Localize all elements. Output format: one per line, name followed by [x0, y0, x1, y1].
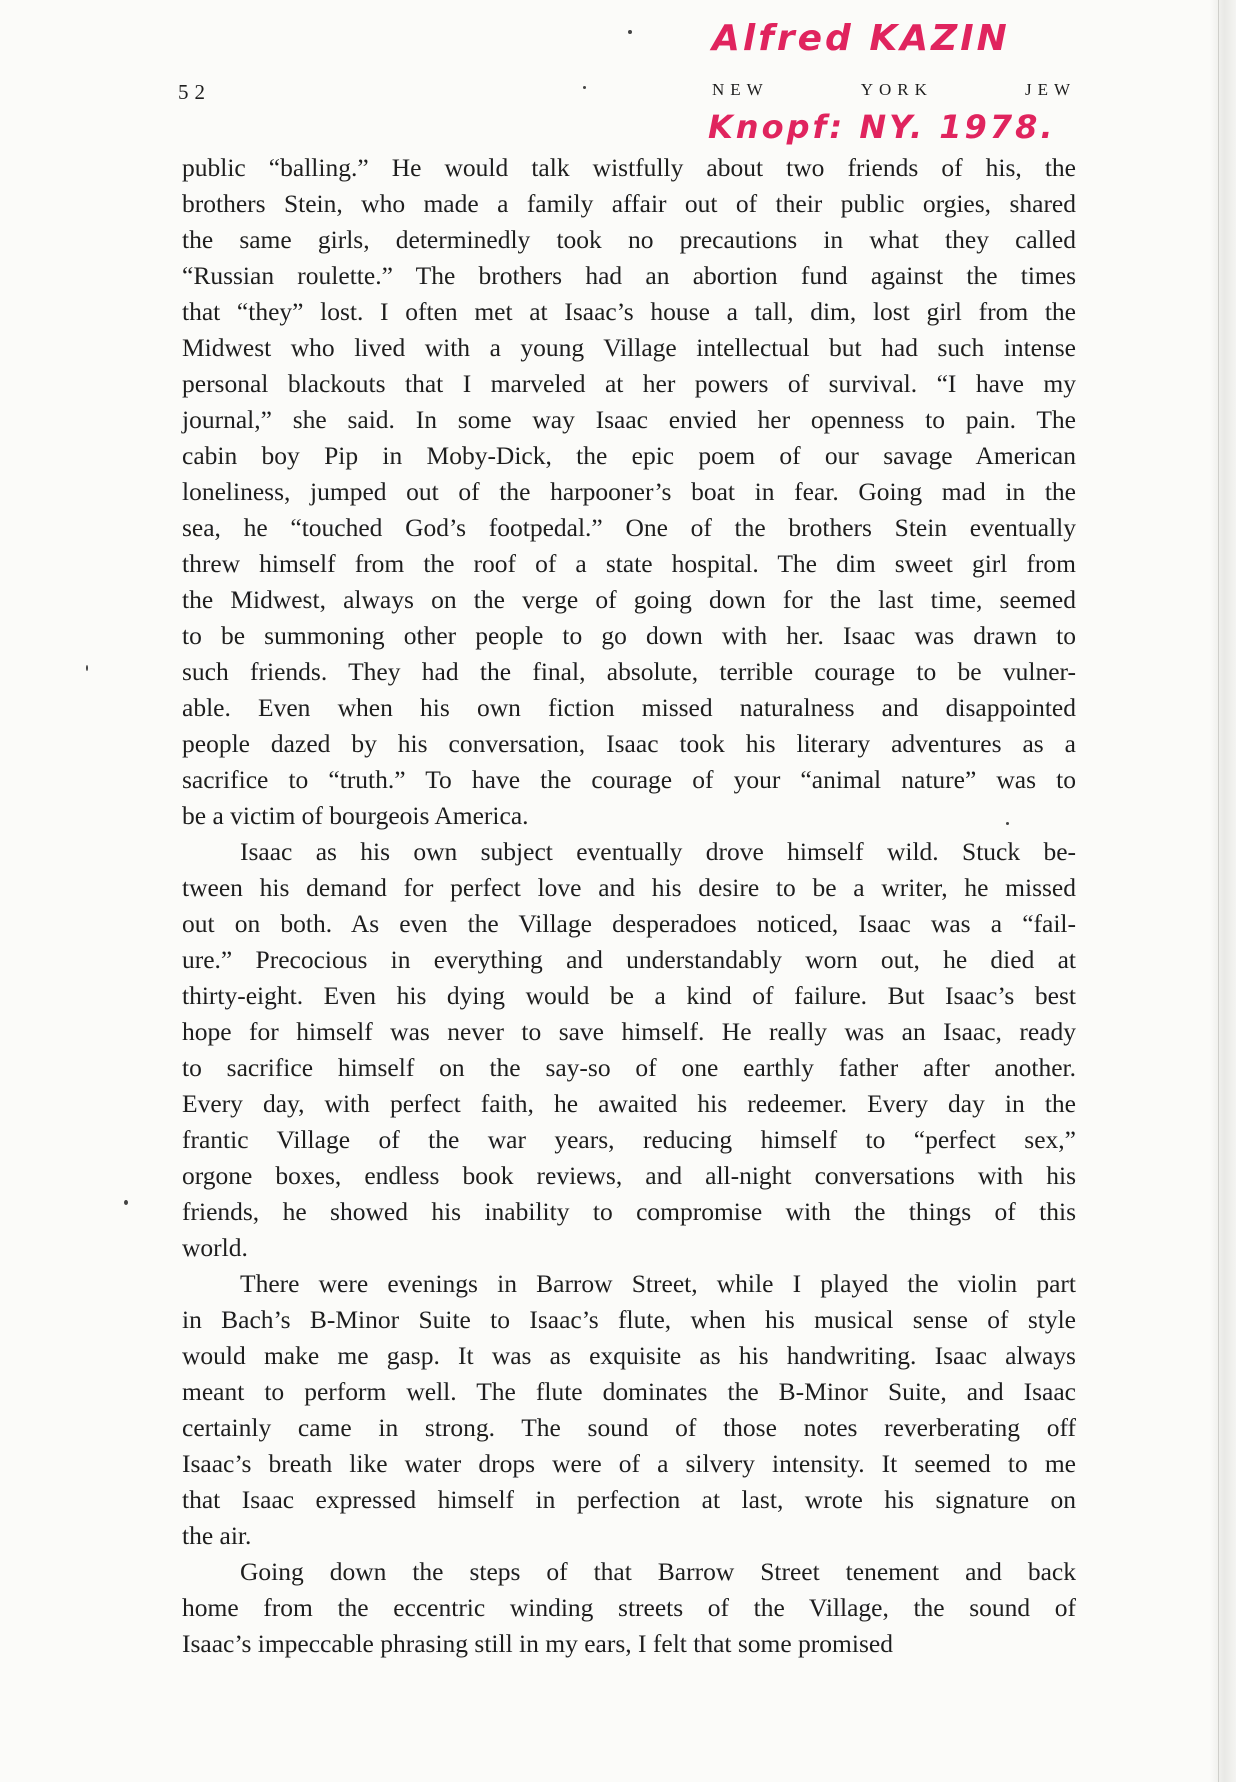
text-line: There were evenings in Barrow Street, while I played the violin part: [240, 1269, 1076, 1298]
text-line: “Russian roulette.” The brothers had an abortion fund against the times: [182, 261, 1076, 290]
text-line: the Midwest, always on the verge of going down for the last time, seemed: [182, 585, 1076, 614]
scan-speck: [583, 86, 586, 89]
text-line: in Bach’s B-Minor Suite to Isaac’s flute, when his musical sense of style: [182, 1305, 1076, 1334]
paragraph: [182, 834, 1076, 1266]
text-line: Isaac’s breath like water drops were of a silvery intensity. It seemed to me: [182, 1449, 1076, 1478]
text-line: meant to perform well. The flute dominates the B-Minor Suite, and Isaac: [182, 1377, 1076, 1406]
handwritten-publisher-note: Knopf: NY. 1978.: [708, 108, 1056, 146]
text-line: Isaac as his own subject eventually drove himself wild. Stuck be-: [240, 837, 1076, 866]
text-line: personal blackouts that I marveled at her powers of survival. “I have my: [182, 369, 1076, 398]
handwritten-author-note: Alfred KAZIN: [712, 18, 1010, 59]
text-line: Midwest who lived with a young Village intellectual but had such intense: [182, 333, 1076, 362]
page-number: 52: [178, 80, 211, 104]
scan-edge: [1210, 0, 1236, 1782]
scan-speck: [124, 1200, 128, 1205]
text-line: to sacrifice himself on the say-so of one earthly father after another.: [182, 1053, 1076, 1082]
scan-speck: [86, 665, 88, 671]
running-head-word: YORK: [860, 80, 933, 99]
text-line: would make me gasp. It was as exquisite as his handwriting. Isaac always: [182, 1341, 1076, 1370]
text-line: that “they” lost. I often met at Isaac’s house a tall, dim, lost girl from the: [182, 297, 1076, 326]
text-line: frantic Village of the war years, reducing himself to “perfect sex,”: [182, 1125, 1076, 1154]
body-text: [182, 150, 1076, 1662]
text-line: certainly came in strong. The sound of those notes reverberating off: [182, 1413, 1076, 1442]
running-head-word: JEW: [1024, 80, 1076, 99]
text-line: friends, he showed his inability to compromise with the things of this: [182, 1197, 1076, 1226]
paragraph: [182, 1554, 1076, 1662]
scan-speck: [628, 30, 632, 34]
text-line: people dazed by his conversation, Isaac took his literary adventures as a: [182, 729, 1076, 758]
text-line: be a victim of bourgeois America.: [182, 801, 529, 830]
text-line: such friends. They had the final, absolute, terrible courage to be vulner-: [182, 657, 1076, 686]
text-line: home from the eccentric winding streets of the Village, the sound of: [182, 1593, 1076, 1622]
text-line: world.: [182, 1233, 248, 1262]
text-line: public “balling.” He would talk wistfully about two friends of his, the: [182, 153, 1076, 182]
running-head: [712, 80, 1076, 100]
text-line: threw himself from the roof of a state hospital. The dim sweet girl from: [182, 549, 1076, 578]
text-line: thirty-eight. Even his dying would be a kind of failure. But Isaac’s best: [182, 981, 1076, 1010]
text-line: cabin boy Pip in Moby-Dick, the epic poem of our savage American: [182, 441, 1076, 470]
paragraph: [182, 1266, 1076, 1554]
text-line: ure.” Precocious in everything and understandably worn out, he died at: [182, 945, 1076, 974]
text-line: Going down the steps of that Barrow Street tenement and back: [240, 1557, 1076, 1586]
text-line: able. Even when his own fiction missed naturalness and disappointed: [182, 693, 1076, 722]
text-line: brothers Stein, who made a family affair out of their public orgies, shared: [182, 189, 1076, 218]
text-line: loneliness, jumped out of the harpooner’s boat in fear. Going mad in the: [182, 477, 1076, 506]
text-line: sea, he “touched God’s footpedal.” One of the brothers Stein eventually: [182, 513, 1076, 542]
text-line: Isaac’s impeccable phrasing still in my ears, I felt that some promised: [182, 1629, 893, 1658]
paragraph: [182, 150, 1076, 834]
text-line: journal,” she said. In some way Isaac envied her openness to pain. The: [182, 405, 1076, 434]
text-line: to be summoning other people to go down with her. Isaac was drawn to: [182, 621, 1076, 650]
text-line: the same girls, determinedly took no precautions in what they called: [182, 225, 1076, 254]
text-line: sacrifice to “truth.” To have the courage of your “animal nature” was to: [182, 765, 1076, 794]
text-line: Every day, with perfect faith, he awaited his redeemer. Every day in the: [182, 1089, 1076, 1118]
text-line: that Isaac expressed himself in perfection at last, wrote his signature on: [182, 1485, 1076, 1514]
text-line: tween his demand for perfect love and his desire to be a writer, he missed: [182, 873, 1076, 902]
text-line: the air.: [182, 1521, 252, 1550]
text-line: out on both. As even the Village desperadoes noticed, Isaac was a “fail-: [182, 909, 1076, 938]
running-head-word: NEW: [712, 80, 769, 99]
text-line: hope for himself was never to save himself. He really was an Isaac, ready: [182, 1017, 1076, 1046]
text-line: orgone boxes, endless book reviews, and all-night conversations with his: [182, 1161, 1076, 1190]
